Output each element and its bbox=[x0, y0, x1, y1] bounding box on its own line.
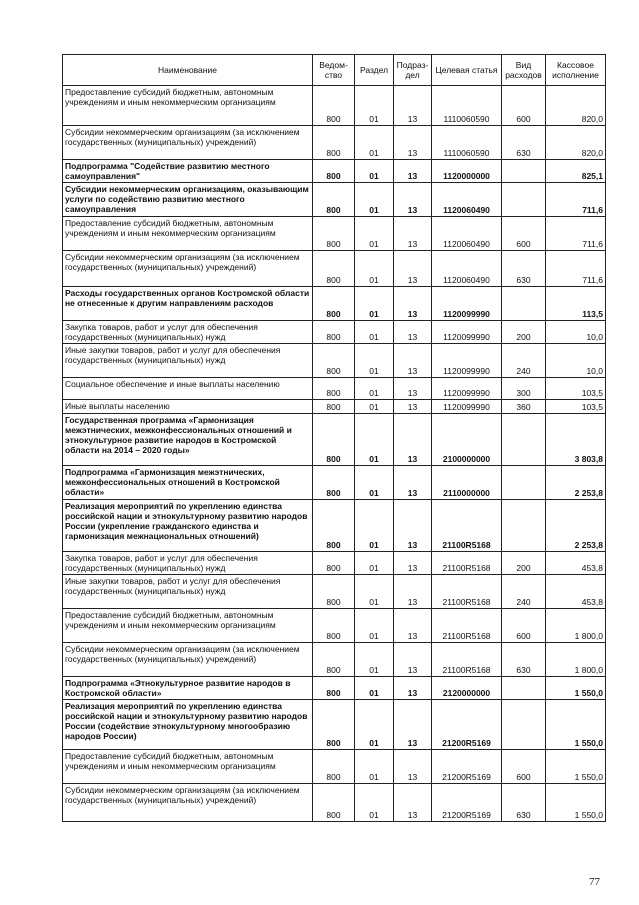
cell-subsection: 13 bbox=[394, 466, 432, 500]
cell-target: 1120000000 bbox=[432, 160, 502, 183]
cell-kind bbox=[502, 287, 546, 321]
table-row bbox=[63, 400, 606, 414]
cell-subsection: 13 bbox=[394, 575, 432, 609]
cell-name: Закупка товаров, работ и услуг для обеспечения государственных (муниципальных) нужд bbox=[63, 552, 313, 575]
cell-department: 800 bbox=[313, 251, 355, 287]
cell-section: 01 bbox=[355, 160, 394, 183]
cell-name: Подпрограмма "Содействие развитию местного самоуправления" bbox=[63, 160, 313, 183]
cell-target: 2120000000 bbox=[432, 677, 502, 700]
cell-department: 800 bbox=[313, 86, 355, 126]
cell-kind: 630 bbox=[502, 126, 546, 160]
cell-target: 1120099990 bbox=[432, 400, 502, 414]
cell-section: 01 bbox=[355, 552, 394, 575]
cell-name: Предоставление субсидий бюджетным, автономным учреждениям и иным некоммерческим организациям bbox=[63, 217, 313, 251]
cell-kind: 300 bbox=[502, 378, 546, 400]
cell-name: Предоставление субсидий бюджетным, автономным учреждениям и иным некоммерческим организациям bbox=[63, 609, 313, 643]
cell-section: 01 bbox=[355, 500, 394, 552]
cell-subsection: 13 bbox=[394, 500, 432, 552]
cell-subsection: 13 bbox=[394, 414, 432, 466]
table-row bbox=[63, 784, 606, 822]
cell-subsection: 13 bbox=[394, 217, 432, 251]
cell-target: 1120060490 bbox=[432, 183, 502, 217]
cell-target: 2110000000 bbox=[432, 466, 502, 500]
cell-subsection: 13 bbox=[394, 378, 432, 400]
cell-name: Закупка товаров, работ и услуг для обеспечения государственных (муниципальных) нужд bbox=[63, 321, 313, 344]
cell-name: Подпрограмма «Этнокультурное развитие народов в Костромской области» bbox=[63, 677, 313, 700]
cell-cash: 1 800,0 bbox=[546, 609, 606, 643]
cell-section: 01 bbox=[355, 287, 394, 321]
table-row bbox=[63, 414, 606, 466]
table-row bbox=[63, 677, 606, 700]
cell-target: 1120099990 bbox=[432, 321, 502, 344]
cell-cash: 711,6 bbox=[546, 217, 606, 251]
table-row bbox=[63, 287, 606, 321]
cell-target: 1110060590 bbox=[432, 126, 502, 160]
cell-cash: 820,0 bbox=[546, 86, 606, 126]
table-row bbox=[63, 500, 606, 552]
page-number: 77 bbox=[589, 876, 600, 888]
cell-cash: 2 253,8 bbox=[546, 466, 606, 500]
cell-department: 800 bbox=[313, 552, 355, 575]
cell-target: 21100R5168 bbox=[432, 643, 502, 677]
header-subsection: Подраз-дел bbox=[394, 55, 432, 86]
cell-cash: 711,6 bbox=[546, 183, 606, 217]
cell-department: 800 bbox=[313, 400, 355, 414]
cell-kind bbox=[502, 466, 546, 500]
table-row bbox=[63, 321, 606, 344]
header-target: Целевая статья bbox=[432, 55, 502, 86]
cell-cash: 10,0 bbox=[546, 344, 606, 378]
cell-cash: 1 550,0 bbox=[546, 750, 606, 784]
cell-department: 800 bbox=[313, 643, 355, 677]
cell-name: Субсидии некоммерческим организациям (за исключением государственных (муниципальных) учреждений) bbox=[63, 251, 313, 287]
cell-kind: 200 bbox=[502, 321, 546, 344]
cell-subsection: 13 bbox=[394, 251, 432, 287]
cell-name: Реализация мероприятий по укреплению единства российской нации и этнокультурному развитию народов России (укрепление гражданского единства и гармонизация межнациональных отношений) bbox=[63, 500, 313, 552]
cell-name: Субсидии некоммерческим организациям (за исключением государственных (муниципальных) учреждений) bbox=[63, 784, 313, 822]
cell-target: 21100R5168 bbox=[432, 575, 502, 609]
table-row bbox=[63, 643, 606, 677]
cell-section: 01 bbox=[355, 643, 394, 677]
cell-name: Социальное обеспечение и иные выплаты населению bbox=[63, 378, 313, 400]
cell-target: 1120060490 bbox=[432, 217, 502, 251]
cell-cash: 2 253,8 bbox=[546, 500, 606, 552]
cell-cash: 113,5 bbox=[546, 287, 606, 321]
table-row bbox=[63, 183, 606, 217]
table-row bbox=[63, 86, 606, 126]
cell-name: Подпрограмма «Гармонизация межэтнических, межконфессиональных отношений в Костромской области» bbox=[63, 466, 313, 500]
cell-name: Предоставление субсидий бюджетным, автономным учреждениям и иным некоммерческим организациям bbox=[63, 86, 313, 126]
table-row bbox=[63, 251, 606, 287]
cell-cash: 825,1 bbox=[546, 160, 606, 183]
cell-name: Субсидии некоммерческим организациям (за исключением государственных (муниципальных) учреждений) bbox=[63, 126, 313, 160]
cell-kind: 600 bbox=[502, 217, 546, 251]
cell-department: 800 bbox=[313, 677, 355, 700]
cell-target: 21100R5168 bbox=[432, 552, 502, 575]
table-row bbox=[63, 466, 606, 500]
cell-department: 800 bbox=[313, 378, 355, 400]
cell-kind: 630 bbox=[502, 643, 546, 677]
cell-department: 800 bbox=[313, 784, 355, 822]
cell-department: 800 bbox=[313, 750, 355, 784]
cell-kind: 360 bbox=[502, 400, 546, 414]
cell-section: 01 bbox=[355, 414, 394, 466]
cell-kind: 600 bbox=[502, 609, 546, 643]
cell-kind: 600 bbox=[502, 86, 546, 126]
cell-subsection: 13 bbox=[394, 287, 432, 321]
cell-name: Государственная программа «Гармонизация межэтнических, межконфессиональных отношений и этнокультурное развитие народов в Костромской области на 2014 – 2020 годы» bbox=[63, 414, 313, 466]
table-row bbox=[63, 378, 606, 400]
cell-department: 800 bbox=[313, 414, 355, 466]
cell-section: 01 bbox=[355, 86, 394, 126]
table-row bbox=[63, 344, 606, 378]
cell-cash: 103,5 bbox=[546, 378, 606, 400]
header-kind: Вид расходов bbox=[502, 55, 546, 86]
cell-subsection: 13 bbox=[394, 784, 432, 822]
cell-department: 800 bbox=[313, 183, 355, 217]
cell-kind: 630 bbox=[502, 251, 546, 287]
cell-subsection: 13 bbox=[394, 643, 432, 677]
cell-section: 01 bbox=[355, 466, 394, 500]
cell-name: Иные закупки товаров, работ и услуг для обеспечения государственных (муниципальных) нужд bbox=[63, 575, 313, 609]
cell-section: 01 bbox=[355, 609, 394, 643]
cell-target: 1120099990 bbox=[432, 378, 502, 400]
header-name: Наименование bbox=[63, 55, 313, 86]
cell-subsection: 13 bbox=[394, 344, 432, 378]
cell-target: 21100R5168 bbox=[432, 500, 502, 552]
cell-section: 01 bbox=[355, 677, 394, 700]
cell-target: 1120060490 bbox=[432, 251, 502, 287]
cell-cash: 820,0 bbox=[546, 126, 606, 160]
table-row bbox=[63, 126, 606, 160]
cell-subsection: 13 bbox=[394, 552, 432, 575]
cell-department: 800 bbox=[313, 575, 355, 609]
cell-name: Иные закупки товаров, работ и услуг для обеспечения государственных (муниципальных) нужд bbox=[63, 344, 313, 378]
cell-kind bbox=[502, 500, 546, 552]
table-body bbox=[63, 86, 606, 822]
cell-name: Субсидии некоммерческим организациям (за исключением государственных (муниципальных) учреждений) bbox=[63, 643, 313, 677]
cell-section: 01 bbox=[355, 321, 394, 344]
cell-target: 1110060590 bbox=[432, 86, 502, 126]
cell-name: Субсидии некоммерческим организациям, оказывающим услуги по содействию развитию местного самоуправления bbox=[63, 183, 313, 217]
cell-subsection: 13 bbox=[394, 126, 432, 160]
cell-kind bbox=[502, 183, 546, 217]
cell-target: 1120099990 bbox=[432, 344, 502, 378]
cell-department: 800 bbox=[313, 217, 355, 251]
budget-table bbox=[62, 54, 606, 822]
cell-section: 01 bbox=[355, 378, 394, 400]
cell-cash: 711,6 bbox=[546, 251, 606, 287]
table-row bbox=[63, 700, 606, 750]
header-row bbox=[63, 55, 606, 86]
table-row bbox=[63, 552, 606, 575]
cell-cash: 1 800,0 bbox=[546, 643, 606, 677]
cell-section: 01 bbox=[355, 784, 394, 822]
cell-subsection: 13 bbox=[394, 321, 432, 344]
cell-kind bbox=[502, 700, 546, 750]
cell-cash: 453,8 bbox=[546, 552, 606, 575]
cell-section: 01 bbox=[355, 217, 394, 251]
cell-kind: 600 bbox=[502, 750, 546, 784]
cell-kind: 200 bbox=[502, 552, 546, 575]
cell-section: 01 bbox=[355, 126, 394, 160]
cell-subsection: 13 bbox=[394, 160, 432, 183]
cell-target: 1120099990 bbox=[432, 287, 502, 321]
cell-cash: 10,0 bbox=[546, 321, 606, 344]
table-row bbox=[63, 609, 606, 643]
cell-department: 800 bbox=[313, 344, 355, 378]
cell-subsection: 13 bbox=[394, 86, 432, 126]
cell-section: 01 bbox=[355, 344, 394, 378]
cell-target: 21200R5169 bbox=[432, 750, 502, 784]
cell-kind bbox=[502, 160, 546, 183]
cell-subsection: 13 bbox=[394, 677, 432, 700]
cell-kind: 630 bbox=[502, 784, 546, 822]
cell-department: 800 bbox=[313, 500, 355, 552]
cell-section: 01 bbox=[355, 750, 394, 784]
header-cash: Кассовое исполнение bbox=[546, 55, 606, 86]
cell-cash: 1 550,0 bbox=[546, 677, 606, 700]
cell-name: Иные выплаты населению bbox=[63, 400, 313, 414]
cell-kind: 240 bbox=[502, 575, 546, 609]
cell-section: 01 bbox=[355, 251, 394, 287]
cell-section: 01 bbox=[355, 700, 394, 750]
cell-department: 800 bbox=[313, 160, 355, 183]
cell-target: 2100000000 bbox=[432, 414, 502, 466]
cell-cash: 3 803,8 bbox=[546, 414, 606, 466]
cell-department: 800 bbox=[313, 126, 355, 160]
cell-target: 21200R5169 bbox=[432, 784, 502, 822]
cell-subsection: 13 bbox=[394, 183, 432, 217]
cell-cash: 453,8 bbox=[546, 575, 606, 609]
cell-subsection: 13 bbox=[394, 750, 432, 784]
cell-subsection: 13 bbox=[394, 609, 432, 643]
cell-kind: 240 bbox=[502, 344, 546, 378]
table-row bbox=[63, 750, 606, 784]
cell-subsection: 13 bbox=[394, 700, 432, 750]
cell-kind bbox=[502, 677, 546, 700]
header-department: Ведом-ство bbox=[313, 55, 355, 86]
table-row bbox=[63, 217, 606, 251]
header-section: Раздел bbox=[355, 55, 394, 86]
cell-kind bbox=[502, 414, 546, 466]
cell-name: Расходы государственных органов Костромской области не отнесенные к другим направлениям расходов bbox=[63, 287, 313, 321]
cell-department: 800 bbox=[313, 609, 355, 643]
cell-section: 01 bbox=[355, 575, 394, 609]
cell-section: 01 bbox=[355, 183, 394, 217]
table-row bbox=[63, 160, 606, 183]
cell-section: 01 bbox=[355, 400, 394, 414]
cell-target: 21100R5168 bbox=[432, 609, 502, 643]
cell-department: 800 bbox=[313, 700, 355, 750]
cell-department: 800 bbox=[313, 466, 355, 500]
cell-department: 800 bbox=[313, 321, 355, 344]
cell-name: Предоставление субсидий бюджетным, автономным учреждениям и иным некоммерческим организациям bbox=[63, 750, 313, 784]
cell-subsection: 13 bbox=[394, 400, 432, 414]
table-row bbox=[63, 575, 606, 609]
cell-cash: 103,5 bbox=[546, 400, 606, 414]
cell-name: Реализация мероприятий по укреплению единства российской нации и этнокультурному развитию народов России (содействие этнокультурному многообразию народов России) bbox=[63, 700, 313, 750]
cell-department: 800 bbox=[313, 287, 355, 321]
cell-cash: 1 550,0 bbox=[546, 784, 606, 822]
cell-target: 21200R5169 bbox=[432, 700, 502, 750]
cell-cash: 1 550,0 bbox=[546, 700, 606, 750]
